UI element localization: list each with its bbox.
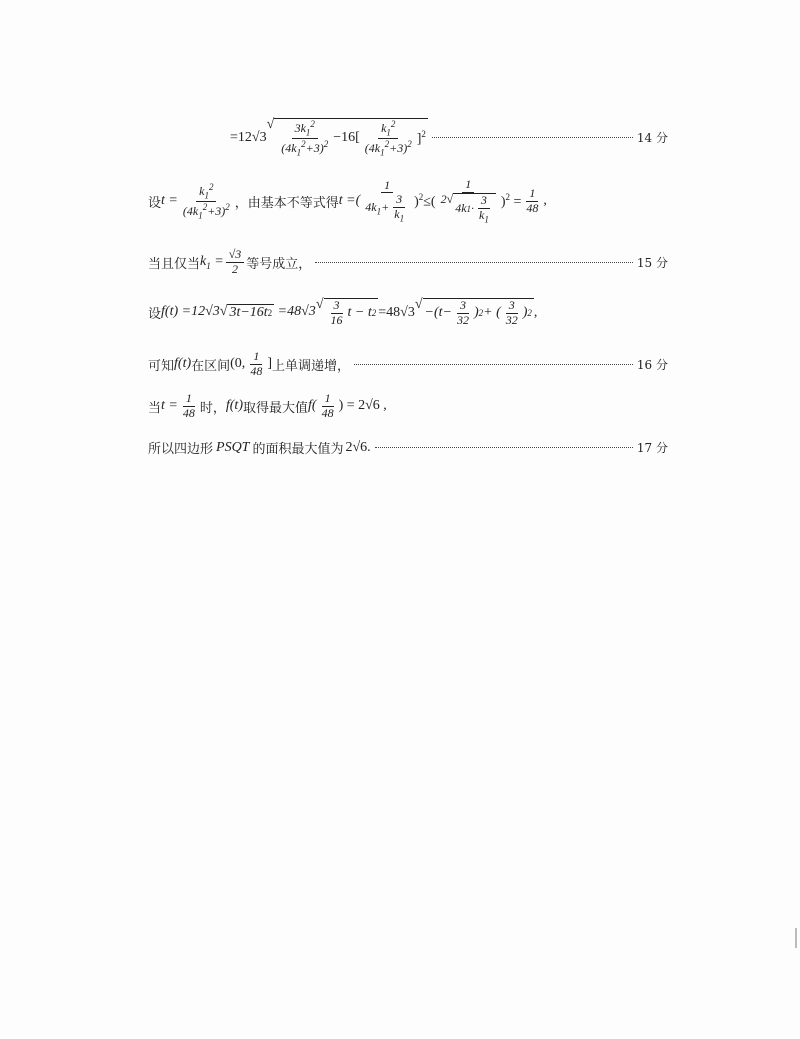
text-dangqiejindang: 当且仅当 <box>148 256 201 272</box>
fraction-result: $\frac{1}{48}$ <box>526 185 539 215</box>
score-15: 15 分 <box>636 255 668 270</box>
conclusion-line-17: 所以四边形 PSQT 的面积最大值为 2√6 . 17 分 <box>148 439 668 457</box>
fraction-inequality-left: 1 $4k_1+$ $\frac{3}{k_1}$ <box>365 177 405 224</box>
area-value: 2√6 <box>345 439 368 455</box>
text-increasing: 上单调递增， <box>271 358 350 374</box>
sqrt-right: √ −( t − $\frac{3}{32}$ ) 2 + ( $\frac{3}{32}$ ) 2 <box>414 297 532 327</box>
fraction-t: $\frac{k_1^2}{(4k_1^2+3)^2}$ <box>182 181 230 221</box>
sqrt-expression: √ $\frac{3k_1^2}{(4k_1^2+3)^2}$ −16[ $\frac{k_1^2}{(4k_1^2+3)^2}$ ]$^2$ <box>266 117 426 158</box>
fraction-t-value: $\frac{1}{48}$ <box>182 391 195 420</box>
text-she: 设 <box>148 195 162 211</box>
scan-edge-mark <box>795 928 797 948</box>
sqrt-middle: √ $\frac{3}{16}$ t − t 2 <box>315 297 377 327</box>
monotonic-line-16: 可知 f(t) 在区间 (0, $\frac{1}{48}$ ] 上单调递增， 16 分 <box>148 349 668 378</box>
text-she-2: 设 <box>148 307 162 323</box>
equality-line-15: 当且仅当 $k_1$ = $\frac{√3}{2}$ 等号成立， 15 分 <box>148 247 668 276</box>
text-shi: 时， <box>199 400 226 416</box>
coefficient: =12√3 <box>230 129 267 145</box>
fraction-k1: $\frac{√3}{2}$ <box>226 248 245 277</box>
score-17: 17 分 <box>636 441 668 455</box>
fraction-f-arg: $\frac{1}{48}$ <box>321 391 334 420</box>
text-equality: 等号成立， <box>246 256 312 272</box>
shape-name: PSQT <box>216 439 250 455</box>
leader-dots <box>375 447 633 448</box>
fraction-interval: $\frac{1}{48}$ <box>250 349 263 378</box>
text-inequality: ，由基本不等式得 <box>234 195 339 211</box>
leader-dots <box>354 364 633 365</box>
text-interval: 在区间 <box>191 358 231 374</box>
text-dang: 当 <box>148 400 162 416</box>
fraction-inequality-right: 1 2 √ 4 k 1 · $\frac{3}{k_1}$ <box>438 178 499 224</box>
function-line: 设 f(t) =12√3 √ 3t−16t 2 =48√3 √ $\frac{3}{16}$ t − t 2 =48√3 √ −( t − $\frac{3}{32}$ ) 2 + ( $\frac{3}{32}$ ) 2 , <box>148 297 538 327</box>
score-16: 16 分 <box>636 357 668 372</box>
maximum-line: 当 t = $\frac{1}{48}$ 时， f(t) 取得最大值 f( $\frac{1}{48}$ ) = 2√6 , <box>148 391 387 420</box>
text-kezhi: 可知 <box>148 358 175 374</box>
fraction-term1: $\frac{3k_1^2}{(4k_1^2+3)^2}$ <box>281 119 329 158</box>
formula-line-14 <box>230 118 668 157</box>
fraction-term2: $\frac{k_1^2}{(4k_1^2+3)^2}$ <box>364 119 412 158</box>
leader-dots <box>432 137 633 138</box>
text-area: 的面积最大值为 <box>252 442 344 457</box>
text-max: 取得最大值 <box>242 400 308 416</box>
text-suoyi: 所以四边形 <box>148 442 214 457</box>
leader-dots <box>315 262 633 263</box>
score-14: 14 分 <box>636 131 668 146</box>
substitution-line: 设 t = $\frac{k_1^2}{(4k_1^2+3)^2}$ ，由基本不等式得 t =( 1 $4k_1+$ $\frac{3}{k_1}$ )$^2$≤( 1 2 √ 4 k 1 · $\frac{3}{k_1}$ )$^2$ = $\frac{1}{48}$ , <box>148 177 547 224</box>
